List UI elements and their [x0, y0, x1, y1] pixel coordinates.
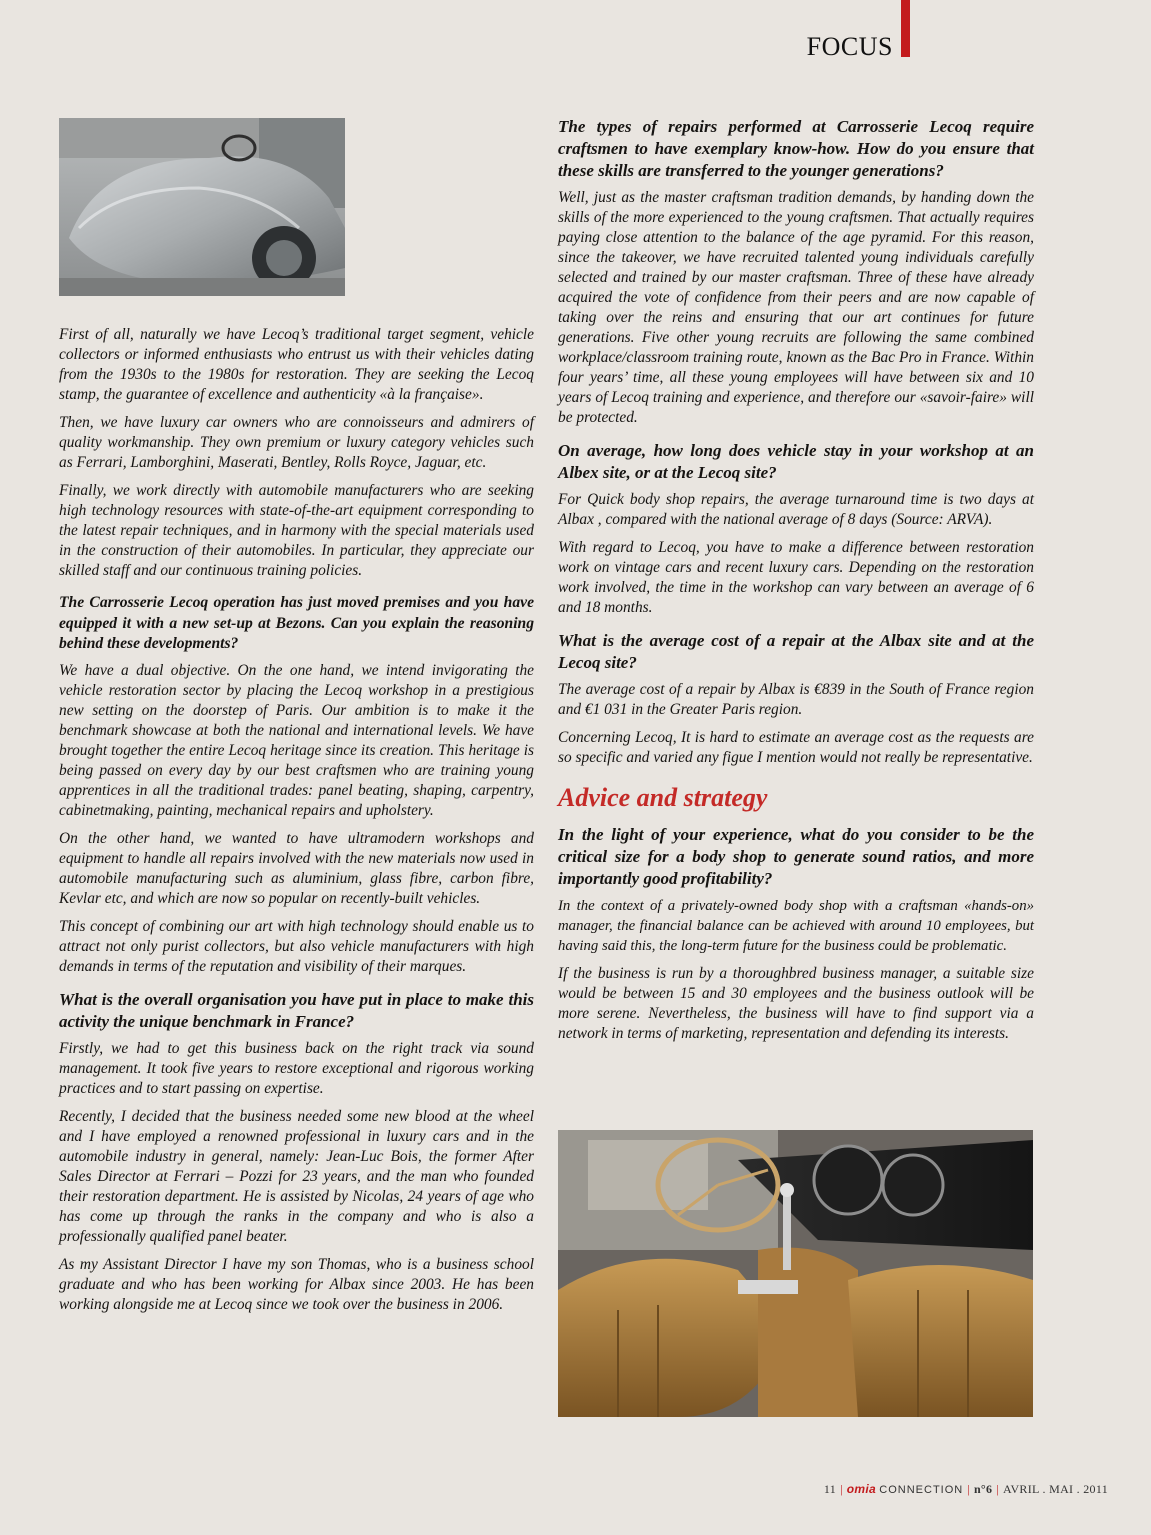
answer-paragraph: Firstly, we had to get this business back on the right track via sound management. It took five years to restore exceptional and rigorous working practices and to start passing on expertise. — [59, 1039, 534, 1097]
interview-question: The types of repairs performed at Carrosserie Lecoq require craftsmen to have exemplary know-how. How do you ensure that these skills are transferred to the younger generations? — [558, 117, 1034, 180]
car-restoration-photo — [59, 118, 345, 296]
interview-question: On average, how long does vehicle stay in your workshop at an Albex site, or at the Lecoq site? — [558, 441, 1034, 482]
interview-question: What is the overall organisation you have put in place to make this activity the unique benchmark in France? — [59, 989, 534, 1031]
answer-paragraph: Concerning Lecoq, It is hard to estimate an average cost as the requests are so specific and varied any figue I mention would not really be representative. — [558, 729, 1034, 766]
answer-paragraph: In the context of a privately-owned body shop with a craftsman «hands-on» manager, the financial balance can be achieved with around 10 employees, but having said this, the long-term future for the business could be problematic. — [558, 898, 1034, 954]
intro-paragraph: Then, we have luxury car owners who are connoisseurs and admirers of quality workmanship. They own premium or luxury category vehicles such as Ferrari, Lamborghini, Maserati, Bentley, Rolls Royce, Jaguar, etc. — [59, 414, 534, 471]
intro-paragraph: First of all, naturally we have Lecoq’s traditional target segment, vehicle collectors or informed enthusiasts who entrust us with their vehicles dating from the 1930s to the 1980s for restoration. They are seeking the Lecoq stamp, the guarantee of excellence and authenticity «à la française». — [59, 326, 534, 403]
answer-paragraph: For Quick body shop repairs, the average turnaround time is two days at Albax , compared with the national average of 8 days (Source: ARVA). — [558, 491, 1034, 528]
answer-paragraph: Well, just as the master craftsman tradition demands, by handing down the skills of the more experienced to the young craftsmen. That actually requires paying close attention to the balance of the age pyramid. For this reason, since the takeover, we have recruited talented young individuals carefully selected and trained by our master craftsman. Three of these have already acquired the vote of confidence from their peers and are now capable of taking over the reins and ensuring that our art continues for future generations. Five other young recruits are following the same combined workplace/classroom training route, known as the Bac Pro in France. Within four years’ time, all these young employees will have between six and 10 years of Lecoq training and experience, and therefore our «savoir-faire» will be protected. — [558, 189, 1034, 426]
car-interior-photo — [558, 1130, 1033, 1417]
brand-logo: omia — [846, 1482, 876, 1496]
section-accent-bar — [901, 0, 910, 57]
answer-paragraph: On the other hand, we wanted to have ultramodern workshops and equipment to handle all repairs involved with the new materials now used in automobile manufacturing such as aluminium, glass fibre, carbon fibre, Kevlar etc, and which are now so popular on recently-built vehicles. — [59, 829, 534, 907]
interview-question: In the light of your experience, what do you consider to be the critical size for a body shop to generate sound ratios, and more importantly good profitability? — [558, 825, 1034, 888]
page-number: 11 — [823, 1482, 837, 1496]
answer-paragraph: The average cost of a repair by Albax is €839 in the South of France region and €1 031 in the Greater Paris region. — [558, 681, 1034, 718]
left-column — [59, 325, 534, 1323]
interview-question: What is the average cost of a repair at the Albax site and at the Lecoq site? — [558, 631, 1034, 672]
issue-number: n°6 — [973, 1482, 993, 1496]
magazine-name: CONNECTION — [879, 1484, 964, 1496]
page-footer: 11 | omia CONNECTION | n°6 | AVRIL . MAI . 2011 — [823, 1482, 1108, 1496]
interview-question: The Carrosserie Lecoq operation has just moved premises and you have equipped it with a new set-up at Bezons. Can you explain the reasoning behind these developments? — [59, 594, 534, 652]
right-column — [558, 116, 1034, 1052]
answer-paragraph: With regard to Lecoq, you have to make a difference between restoration work on vintage cars and recent luxury cars. Depending on the restoration work involved, the time in the workshop can vary between an average of 6 and 18 months. — [558, 539, 1034, 616]
answer-paragraph: Recently, I decided that the business needed some new blood at the wheel and I have employed a renowned professional in luxury cars and in the automobile industry in general, namely: Jean-Luc Bois, the former After Sales Director at Ferrari – Pozzi for 23 years, and the man who founded their restoration department. He is assisted by Nicolas, 24 years of age who has come up through the ranks in the company and who is also a professionally qualified panel beater. — [59, 1107, 534, 1245]
answer-paragraph: As my Assistant Director I have my son Thomas, who is a business school graduate and who has been working for Albax since 2003. He has been working alongside me at Lecoq since we took over the business in 2006. — [59, 1255, 534, 1313]
intro-paragraph: Finally, we work directly with automobile manufacturers who are seeking high technology resources with state-of-the-art equipment corresponding to the latest repair techniques, and in harmony with the special materials used in the construction of their automobiles. In particular, they appreciate our skilled staff and our continuous training policies. — [59, 482, 534, 579]
issue-date: AVRIL . MAI . 2011 — [1003, 1482, 1108, 1496]
section-heading: Advice and strategy — [558, 783, 768, 812]
answer-paragraph: We have a dual objective. On the one hand, we intend invigorating the vehicle restoration sector by placing the Lecoq workshop in a prestigious new setting on the doorstep of Paris. Our ambition is to make it the benchmark showcase at both the national and international levels. We have brought together the entire Lecoq heritage since its creation. This heritage is being passed on every day by our best craftsmen who are training young apprentices in all the traditional trades: panel beating, shaping, carpentry, cabinetmaking, painting, mechanical repairs and upholstery. — [59, 661, 534, 819]
answer-paragraph: If the business is run by a thoroughbred business manager, a suitable size would be between 15 and 30 employees and the business outlook will be more serene. Nevertheless, the business will have to find support via a network in terms of marketing, representation and defending its interests. — [558, 965, 1034, 1042]
section-title: FOCUS — [806, 32, 893, 61]
answer-paragraph: This concept of combining our art with high technology should enable us to attract not only purist collectors, but also vehicle manufacturers with high demands in terms of the reputation and visibility of their marques. — [59, 917, 534, 975]
